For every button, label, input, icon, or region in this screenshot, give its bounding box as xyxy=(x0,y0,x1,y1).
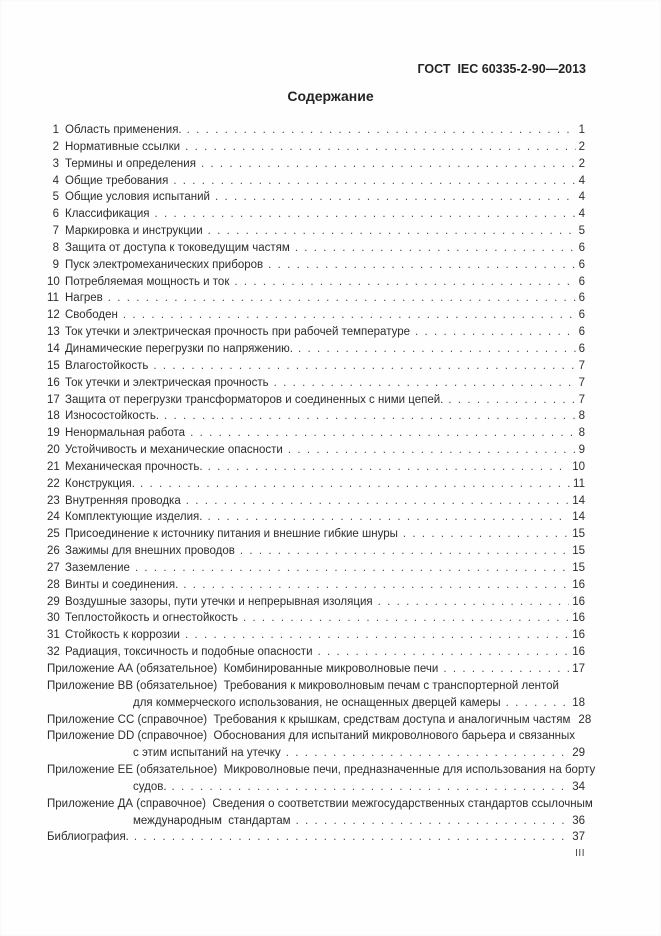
toc-entry-title: Теплостойкость и огнестойкость xyxy=(65,612,238,625)
toc-entry-number: 13 xyxy=(47,326,60,339)
toc-row xyxy=(47,392,585,409)
toc-entry-number: 28 xyxy=(47,578,60,591)
toc-entry-number: 19 xyxy=(47,427,60,440)
toc-entry-number: 6 xyxy=(52,208,59,221)
toc-entry-page: 6 xyxy=(578,309,585,322)
toc-entry-title: Приложение DD (справочное) Обоснования для испытаний микроволнового барьера и связанных xyxy=(47,730,576,743)
toc-entry-title: судов. xyxy=(133,780,167,793)
toc-entry-number: 11 xyxy=(47,292,59,305)
toc-entry-page: 4 xyxy=(578,174,585,187)
toc-entry-page: 37 xyxy=(572,831,585,844)
dot-leader xyxy=(172,779,570,796)
document-code: ГОСТ IEC 60335-2-90—2013 xyxy=(417,62,586,76)
toc-entry-title: Радиация, токсичность и подобные опасности xyxy=(65,646,313,659)
toc-entry-number: 21 xyxy=(47,460,60,473)
toc-entry-page: 6 xyxy=(578,342,585,355)
dot-leader xyxy=(240,543,569,560)
toc-entry-title: Нормативные ссылки xyxy=(65,140,181,153)
toc-row xyxy=(47,577,585,594)
dot-leader xyxy=(443,661,569,678)
toc-entry-number: 18 xyxy=(47,410,60,423)
toc-row xyxy=(47,408,585,425)
toc-entry-page: 4 xyxy=(578,191,585,204)
dot-leader xyxy=(296,813,570,830)
toc-entry-page: 17 xyxy=(572,663,585,675)
dot-leader xyxy=(298,341,576,358)
toc-entry-number: 22 xyxy=(47,477,60,490)
dot-leader xyxy=(243,610,569,627)
toc-entry-page: 16 xyxy=(572,612,585,625)
dot-leader xyxy=(140,476,570,493)
toc-row xyxy=(47,290,585,307)
toc-entry-title: Влагостойкость xyxy=(65,359,149,372)
toc-row xyxy=(47,156,585,173)
toc-entry-number: 7 xyxy=(52,225,59,238)
dot-leader xyxy=(448,392,575,409)
dot-leader xyxy=(173,173,575,190)
toc-entry-title: Маркировка и инструкции xyxy=(65,225,203,238)
toc-row xyxy=(47,223,585,240)
dot-leader xyxy=(208,459,570,476)
toc-entry-page: 6 xyxy=(578,326,585,339)
dot-leader xyxy=(190,425,576,442)
toc-entry-number: 31 xyxy=(47,629,60,642)
toc-row xyxy=(47,240,585,257)
toc-row xyxy=(47,375,585,392)
dot-leader xyxy=(135,560,569,577)
toc-row xyxy=(47,728,585,745)
toc-entry-number: 12 xyxy=(47,309,60,322)
toc-entry-title: Общие условия испытаний xyxy=(65,191,210,204)
toc-entry-title: Винты и соединения. xyxy=(65,578,179,591)
toc-entry-page: 9 xyxy=(578,444,585,457)
toc-entry-title: Защита от доступа к токоведущим частям xyxy=(65,241,290,254)
toc-entry-title: с этим испытаний на утечку xyxy=(133,747,281,760)
toc-entry-page: 14 xyxy=(572,494,585,507)
toc-entry-page: 29 xyxy=(572,747,585,760)
toc-entry-page: 6 xyxy=(578,241,585,254)
toc-row xyxy=(47,493,585,510)
page-title: Содержание xyxy=(287,88,374,104)
toc-entry-page: 14 xyxy=(572,511,585,524)
toc-entry-number: 4 xyxy=(52,174,59,187)
toc-entry-title: Стойкость к коррозии xyxy=(65,629,180,642)
toc-entry-page: 16 xyxy=(572,578,585,591)
toc-row xyxy=(47,594,585,611)
toc-entry-title: Нагрев xyxy=(65,292,103,305)
dot-leader xyxy=(134,829,569,846)
toc-row xyxy=(47,644,585,661)
toc-row xyxy=(47,678,585,695)
dot-leader xyxy=(164,408,576,425)
toc-entry-page: 1 xyxy=(578,124,585,136)
toc-entry-title: Конструкция. xyxy=(65,477,135,490)
toc-entry-number: 25 xyxy=(47,528,60,541)
toc-entry-title: Ток утечки и электрическая прочность xyxy=(65,376,269,389)
toc-entry-number: 24 xyxy=(47,511,60,524)
toc-entry-title: Приложение СС (справочное) Требования к крышкам, средствам доступа и аналогичным частям xyxy=(47,713,571,726)
toc-entry-page: 6 xyxy=(578,258,585,271)
toc-row xyxy=(47,762,596,779)
toc-entry-title: Приложение АА (обязательное) Комбинированные микроволновые печи xyxy=(47,663,439,675)
toc-entry-title: Приложение ВВ (обязательное) Требования к микроволновым печам с транспортерной лентой xyxy=(47,679,559,692)
toc-row xyxy=(47,560,585,577)
toc-row xyxy=(47,189,585,206)
dot-leader xyxy=(155,206,576,223)
toc-entry-page: 7 xyxy=(578,393,585,406)
dot-leader xyxy=(288,442,576,459)
toc-entry-title: Зажимы для внешних проводов xyxy=(65,545,235,558)
toc-entry-title: международным стандартам xyxy=(133,814,291,827)
toc-entry-page: 11 xyxy=(573,477,585,490)
dot-leader xyxy=(318,644,570,661)
dot-leader xyxy=(187,122,576,139)
dot-leader xyxy=(123,307,576,324)
table-of-contents xyxy=(47,122,596,846)
toc-row xyxy=(47,257,585,274)
toc-row xyxy=(47,829,585,846)
toc-entry-page: 15 xyxy=(572,561,585,574)
toc-entry-number: 27 xyxy=(47,561,60,574)
toc-row xyxy=(47,358,585,375)
toc-entry-title: Присоединение к источнику питания и внешние гибкие шнуры xyxy=(65,528,398,541)
toc-row xyxy=(47,341,585,358)
toc-entry-title: Заземление xyxy=(65,561,130,574)
toc-entry-title: Механическая прочность. xyxy=(65,460,203,473)
dot-leader xyxy=(415,324,576,341)
dot-leader xyxy=(234,274,575,291)
toc-entry-page: 15 xyxy=(572,528,585,541)
toc-entry-number: 17 xyxy=(47,393,60,406)
toc-entry-number: 16 xyxy=(47,376,60,389)
dot-leader xyxy=(295,240,576,257)
toc-entry-page: 16 xyxy=(572,595,585,608)
toc-entry-title: Износостойкость. xyxy=(65,410,160,423)
toc-entry-title: Библиография. xyxy=(47,831,129,844)
toc-entry-title: Свободен xyxy=(65,309,118,322)
toc-row xyxy=(47,813,585,830)
toc-entry-number: 9 xyxy=(52,258,59,271)
toc-entry-page: 4 xyxy=(578,208,585,221)
toc-entry-title: Защита от перегрузки трансформаторов и соединенных с ними цепей. xyxy=(65,393,444,406)
toc-entry-number: 20 xyxy=(47,444,60,457)
dot-leader xyxy=(201,156,576,173)
toc-entry-number: 2 xyxy=(52,140,59,153)
toc-entry-title: Динамические перегрузки по напряжению. xyxy=(65,342,293,355)
toc-row xyxy=(47,206,585,223)
toc-entry-number: 1 xyxy=(52,124,59,136)
toc-entry-number: 10 xyxy=(47,275,60,288)
toc-entry-number: 14 xyxy=(47,342,60,355)
toc-entry-page: 28 xyxy=(578,713,592,726)
toc-entry-page: 7 xyxy=(578,359,585,372)
toc-row xyxy=(47,796,593,813)
toc-entry-title: Ненормальная работа xyxy=(65,427,186,440)
toc-entry-title: Приложение ЕЕ (обязательное) Микроволновые печи, предназначенные для использования на борту xyxy=(47,764,596,777)
toc-entry-number: 30 xyxy=(47,612,60,625)
dot-leader xyxy=(108,290,576,307)
dot-leader xyxy=(185,627,569,644)
toc-entry-page: 15 xyxy=(572,545,585,558)
toc-entry-title: Область применения. xyxy=(65,124,182,136)
dot-leader xyxy=(403,526,569,543)
toc-row xyxy=(47,173,585,190)
dot-leader xyxy=(286,745,570,762)
toc-entry-title: Внутренняя проводка xyxy=(65,494,181,507)
dot-leader xyxy=(185,139,576,156)
dot-leader xyxy=(378,594,570,611)
dot-leader xyxy=(186,493,569,510)
toc-entry-number: 23 xyxy=(47,494,60,507)
toc-entry-number: 26 xyxy=(47,545,60,558)
toc-entry-page: 8 xyxy=(578,410,585,423)
toc-entry-title: Классификация xyxy=(65,208,150,221)
toc-entry-title: Ток утечки и электрическая прочность при рабочей температуре xyxy=(65,326,411,339)
toc-entry-page: 2 xyxy=(578,140,585,153)
toc-entry-page: 6 xyxy=(578,275,585,288)
toc-row xyxy=(47,307,585,324)
dot-leader xyxy=(274,375,576,392)
toc-entry-number: 8 xyxy=(52,241,59,254)
dot-leader xyxy=(183,577,569,594)
toc-row xyxy=(47,627,585,644)
toc-row xyxy=(47,695,585,712)
toc-entry-number: 29 xyxy=(47,595,60,608)
toc-row xyxy=(47,476,585,493)
toc-entry-page: 6 xyxy=(578,292,585,305)
toc-entry-number: 32 xyxy=(47,646,60,659)
toc-row xyxy=(47,122,585,139)
toc-row xyxy=(47,442,585,459)
toc-row xyxy=(47,526,585,543)
toc-entry-page: 34 xyxy=(572,780,585,793)
toc-entry-page: 36 xyxy=(572,814,585,827)
dot-leader xyxy=(506,695,570,712)
toc-row xyxy=(47,661,585,678)
dot-leader xyxy=(207,509,569,526)
toc-entry-number: 3 xyxy=(52,157,59,170)
toc-row xyxy=(47,324,585,341)
toc-entry-page: 8 xyxy=(578,427,585,440)
toc-row xyxy=(47,745,585,762)
toc-entry-number: 5 xyxy=(52,191,59,204)
toc-row xyxy=(47,459,585,476)
toc-row xyxy=(47,779,585,796)
dot-leader xyxy=(153,358,575,375)
toc-entry-title: Устойчивость и механические опасности xyxy=(65,444,283,457)
toc-row xyxy=(47,425,585,442)
toc-entry-page: 16 xyxy=(572,646,585,659)
toc-row xyxy=(47,543,585,560)
dot-leader xyxy=(215,189,576,206)
toc-entry-page: 5 xyxy=(578,225,585,238)
toc-entry-title: Общие требования xyxy=(65,174,169,187)
toc-row xyxy=(47,712,592,729)
toc-entry-title: Комплектующие изделия. xyxy=(65,511,203,524)
page-number: III xyxy=(575,848,585,859)
toc-entry-number: 15 xyxy=(47,359,60,372)
dot-leader xyxy=(208,223,576,240)
toc-entry-page: 18 xyxy=(572,696,585,709)
toc-entry-title: Термины и определения xyxy=(65,157,196,170)
toc-entry-title: Воздушные зазоры, пути утечки и непрерывная изоляция xyxy=(65,595,373,608)
toc-row xyxy=(47,509,585,526)
toc-entry-page: 2 xyxy=(578,157,585,170)
toc-entry-page: 10 xyxy=(572,460,585,473)
toc-entry-page: 7 xyxy=(578,376,585,389)
toc-row xyxy=(47,274,585,291)
toc-entry-title: для коммерческого использования, не оснащенных дверцей камеры xyxy=(133,696,501,709)
toc-entry-page: 16 xyxy=(572,629,585,642)
toc-row xyxy=(47,610,585,627)
toc-entry-title: Пуск электромеханических приборов xyxy=(65,258,264,271)
toc-entry-title: Потребляемая мощность и ток xyxy=(65,275,230,288)
toc-entry-title: Приложение ДА (справочное) Сведения о соответствии межгосударственных стандартов ссылочным xyxy=(47,797,593,810)
toc-row xyxy=(47,139,585,156)
dot-leader xyxy=(268,257,575,274)
